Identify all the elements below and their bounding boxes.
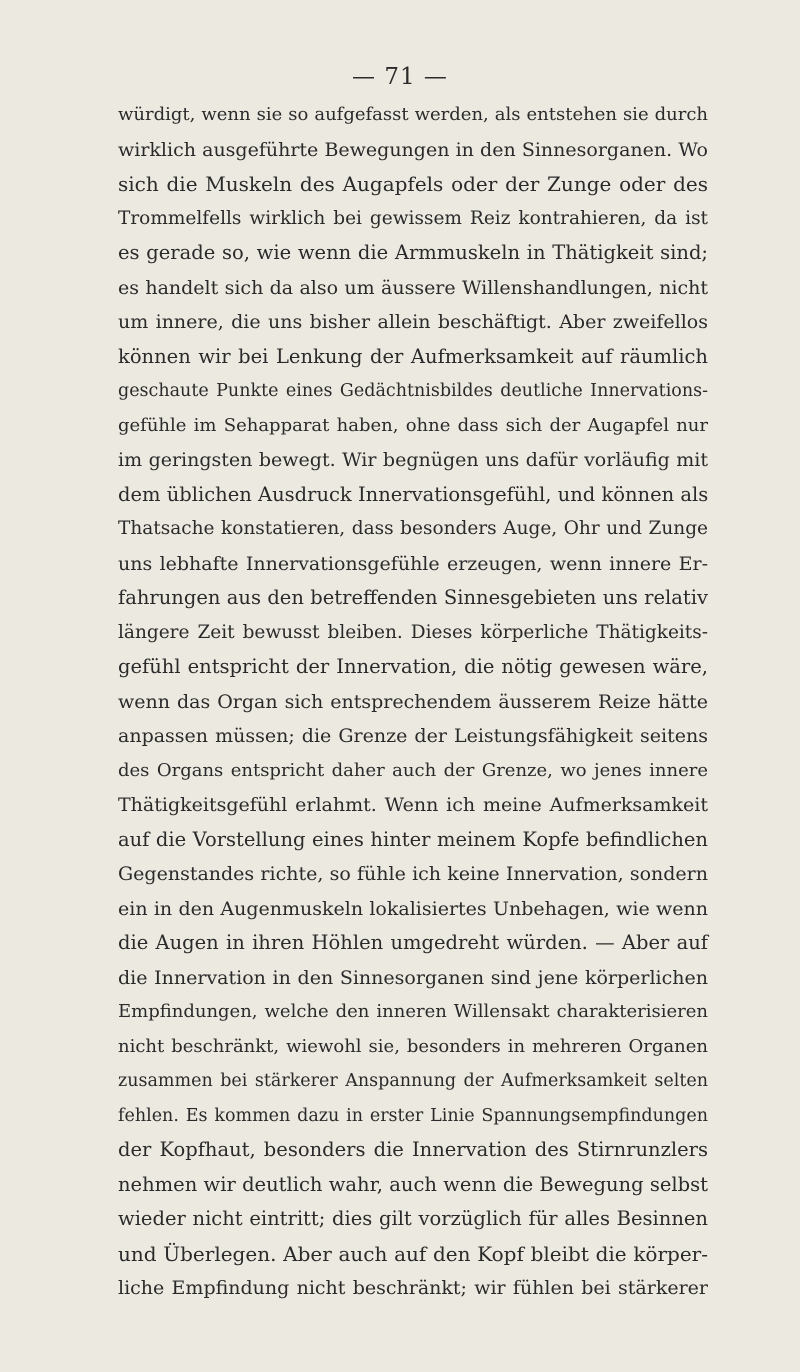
text-line: Gegenstandes richte, so fühle ich keine Innervation, sondern	[118, 863, 708, 885]
text-line: fehlen. Es kommen dazu in erster Linie Spannungsempfindungen	[118, 1105, 708, 1126]
text-line: würdigt, wenn sie so aufgefasst werden, als entstehen sie durch	[118, 104, 708, 125]
text-line: uns lebhafte Innervationsgefühle erzeugen, wenn innere Er-	[118, 552, 708, 575]
text-line: Thatsache konstatieren, dass besonders Auge, Ohr und Zunge	[118, 518, 708, 539]
body-text	[118, 98, 708, 1306]
text-line: liche Empfindung nicht beschränkt; wir fühlen bei stärkerer	[118, 1277, 708, 1299]
text-line: gefühl entspricht der Innervation, die nötig gewesen wäre,	[118, 655, 708, 678]
text-line: sich die Muskeln des Augapfels oder der Zunge oder des	[118, 172, 708, 196]
text-line: Trommelfells wirklich bei gewissem Reiz kontrahieren, da ist	[118, 207, 708, 229]
text-line: die Augen in ihren Höhlen umgedreht würden. — Aber auf	[118, 931, 708, 954]
text-line: wenn das Organ sich entsprechendem äusserem Reize hätte	[118, 690, 708, 713]
text-line: auf die Vorstellung eines hinter meinem Kopfe befindlichen	[118, 827, 708, 851]
text-line: dem üblichen Ausdruck Innervationsgefühl, und können als	[118, 482, 709, 506]
text-line: nehmen wir deutlich wahr, auch wenn die Bewegung selbst	[118, 1172, 708, 1196]
text-line: gefühle im Sehapparat haben, ohne dass sich der Augapfel nur	[118, 414, 708, 436]
text-line: des Organs entspricht daher auch der Grenze, wo jenes innere	[118, 759, 708, 781]
page-number: — 71 —	[352, 64, 448, 90]
text-line: und Überlegen. Aber auch auf den Kopf bleibt die körper-	[118, 1241, 708, 1266]
text-line: es gerade so, wie wenn die Armmuskeln in Thätigkeit sind;	[118, 241, 708, 264]
text-line: zusammen bei stärkerer Anspannung der Aufmerksamkeit selten	[118, 1071, 708, 1091]
text-line: anpassen müssen; die Grenze der Leistungsfähigkeit seitens	[118, 725, 708, 747]
text-line: ein in den Augenmuskeln lokalisiertes Unbehagen, wie wenn	[118, 897, 708, 920]
text-line: können wir bei Lenkung der Aufmerksamkeit auf räumlich	[118, 344, 708, 368]
text-line: es handelt sich da also um äussere Willenshandlungen, nicht	[118, 276, 708, 299]
text-line: geschaute Punkte eines Gedächtnisbildes deutliche Innervations-	[118, 381, 708, 401]
text-line: um innere, die uns bisher allein beschäftigt. Aber zweifellos	[118, 311, 708, 333]
text-line: wirklich ausgeführte Bewegungen in den Sinnesorganen. Wo	[118, 138, 708, 161]
text-line: längere Zeit bewusst bleiben. Dieses körperliche Thätigkeits-	[118, 621, 708, 643]
text-line: die Innervation in den Sinnesorganen sind jene körperlichen	[118, 966, 708, 989]
text-line: wieder nicht eintritt; dies gilt vorzüglich für alles Besinnen	[118, 1207, 708, 1230]
text-line: der Kopfhaut, besonders die Innervation des Stirnrunzlers	[118, 1138, 708, 1161]
text-line: Empfindungen, welche den inneren Willensakt charakterisieren	[118, 1001, 708, 1022]
text-line: im geringsten bewegt. Wir begnügen uns dafür vorläufig mit	[118, 449, 708, 471]
text-line: nicht beschränkt, wiewohl sie, besonders in mehreren Organen	[118, 1035, 708, 1057]
text-line: fahrungen aus den betreffenden Sinnesgebieten uns relativ	[118, 586, 708, 609]
text-line: Thätigkeitsgefühl erlahmt. Wenn ich meine Aufmerksamkeit	[118, 794, 708, 816]
